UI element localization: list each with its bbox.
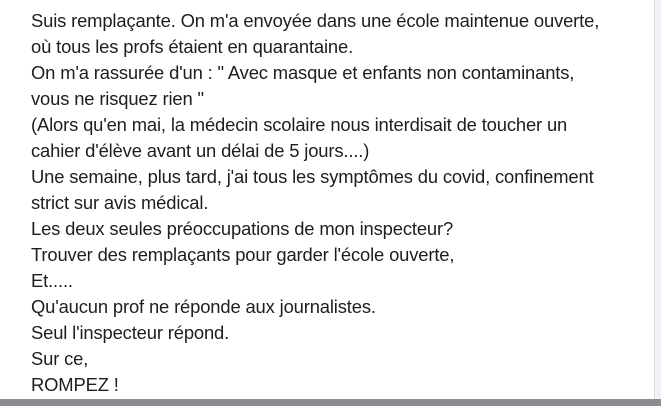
bottom-divider bbox=[0, 399, 661, 406]
post-line: ROMPEZ ! bbox=[31, 374, 119, 395]
post-line: cahier d'élève avant un délai de 5 jours....) bbox=[31, 140, 370, 161]
post-line: Les deux seules préoccupations de mon inspecteur? bbox=[31, 218, 454, 239]
post-line: où tous les profs étaient en quarantaine. bbox=[31, 36, 354, 57]
post-line: Suis remplaçante. On m'a envoyée dans une école maintenue ouverte, bbox=[31, 10, 600, 31]
post-line: (Alors qu'en mai, la médecin scolaire nous interdisait de toucher un bbox=[31, 114, 568, 135]
post-line: Sur ce, bbox=[31, 348, 89, 369]
post-text bbox=[31, 8, 646, 398]
right-edge-divider bbox=[655, 0, 661, 399]
post-line: Trouver des remplaçants pour garder l'école ouverte, bbox=[31, 244, 455, 265]
post-line: vous ne risquez rien " bbox=[31, 88, 204, 109]
post-line: Et..... bbox=[31, 270, 73, 291]
post-line: Une semaine, plus tard, j'ai tous les symptômes du covid, confinement bbox=[31, 166, 594, 187]
post-line: Qu'aucun prof ne réponde aux journalistes. bbox=[31, 296, 376, 317]
post-line: strict sur avis médical. bbox=[31, 192, 209, 213]
post-line: On m'a rassurée d'un : " Avec masque et enfants non contaminants, bbox=[31, 62, 575, 83]
post-line: Seul l'inspecteur répond. bbox=[31, 322, 230, 343]
